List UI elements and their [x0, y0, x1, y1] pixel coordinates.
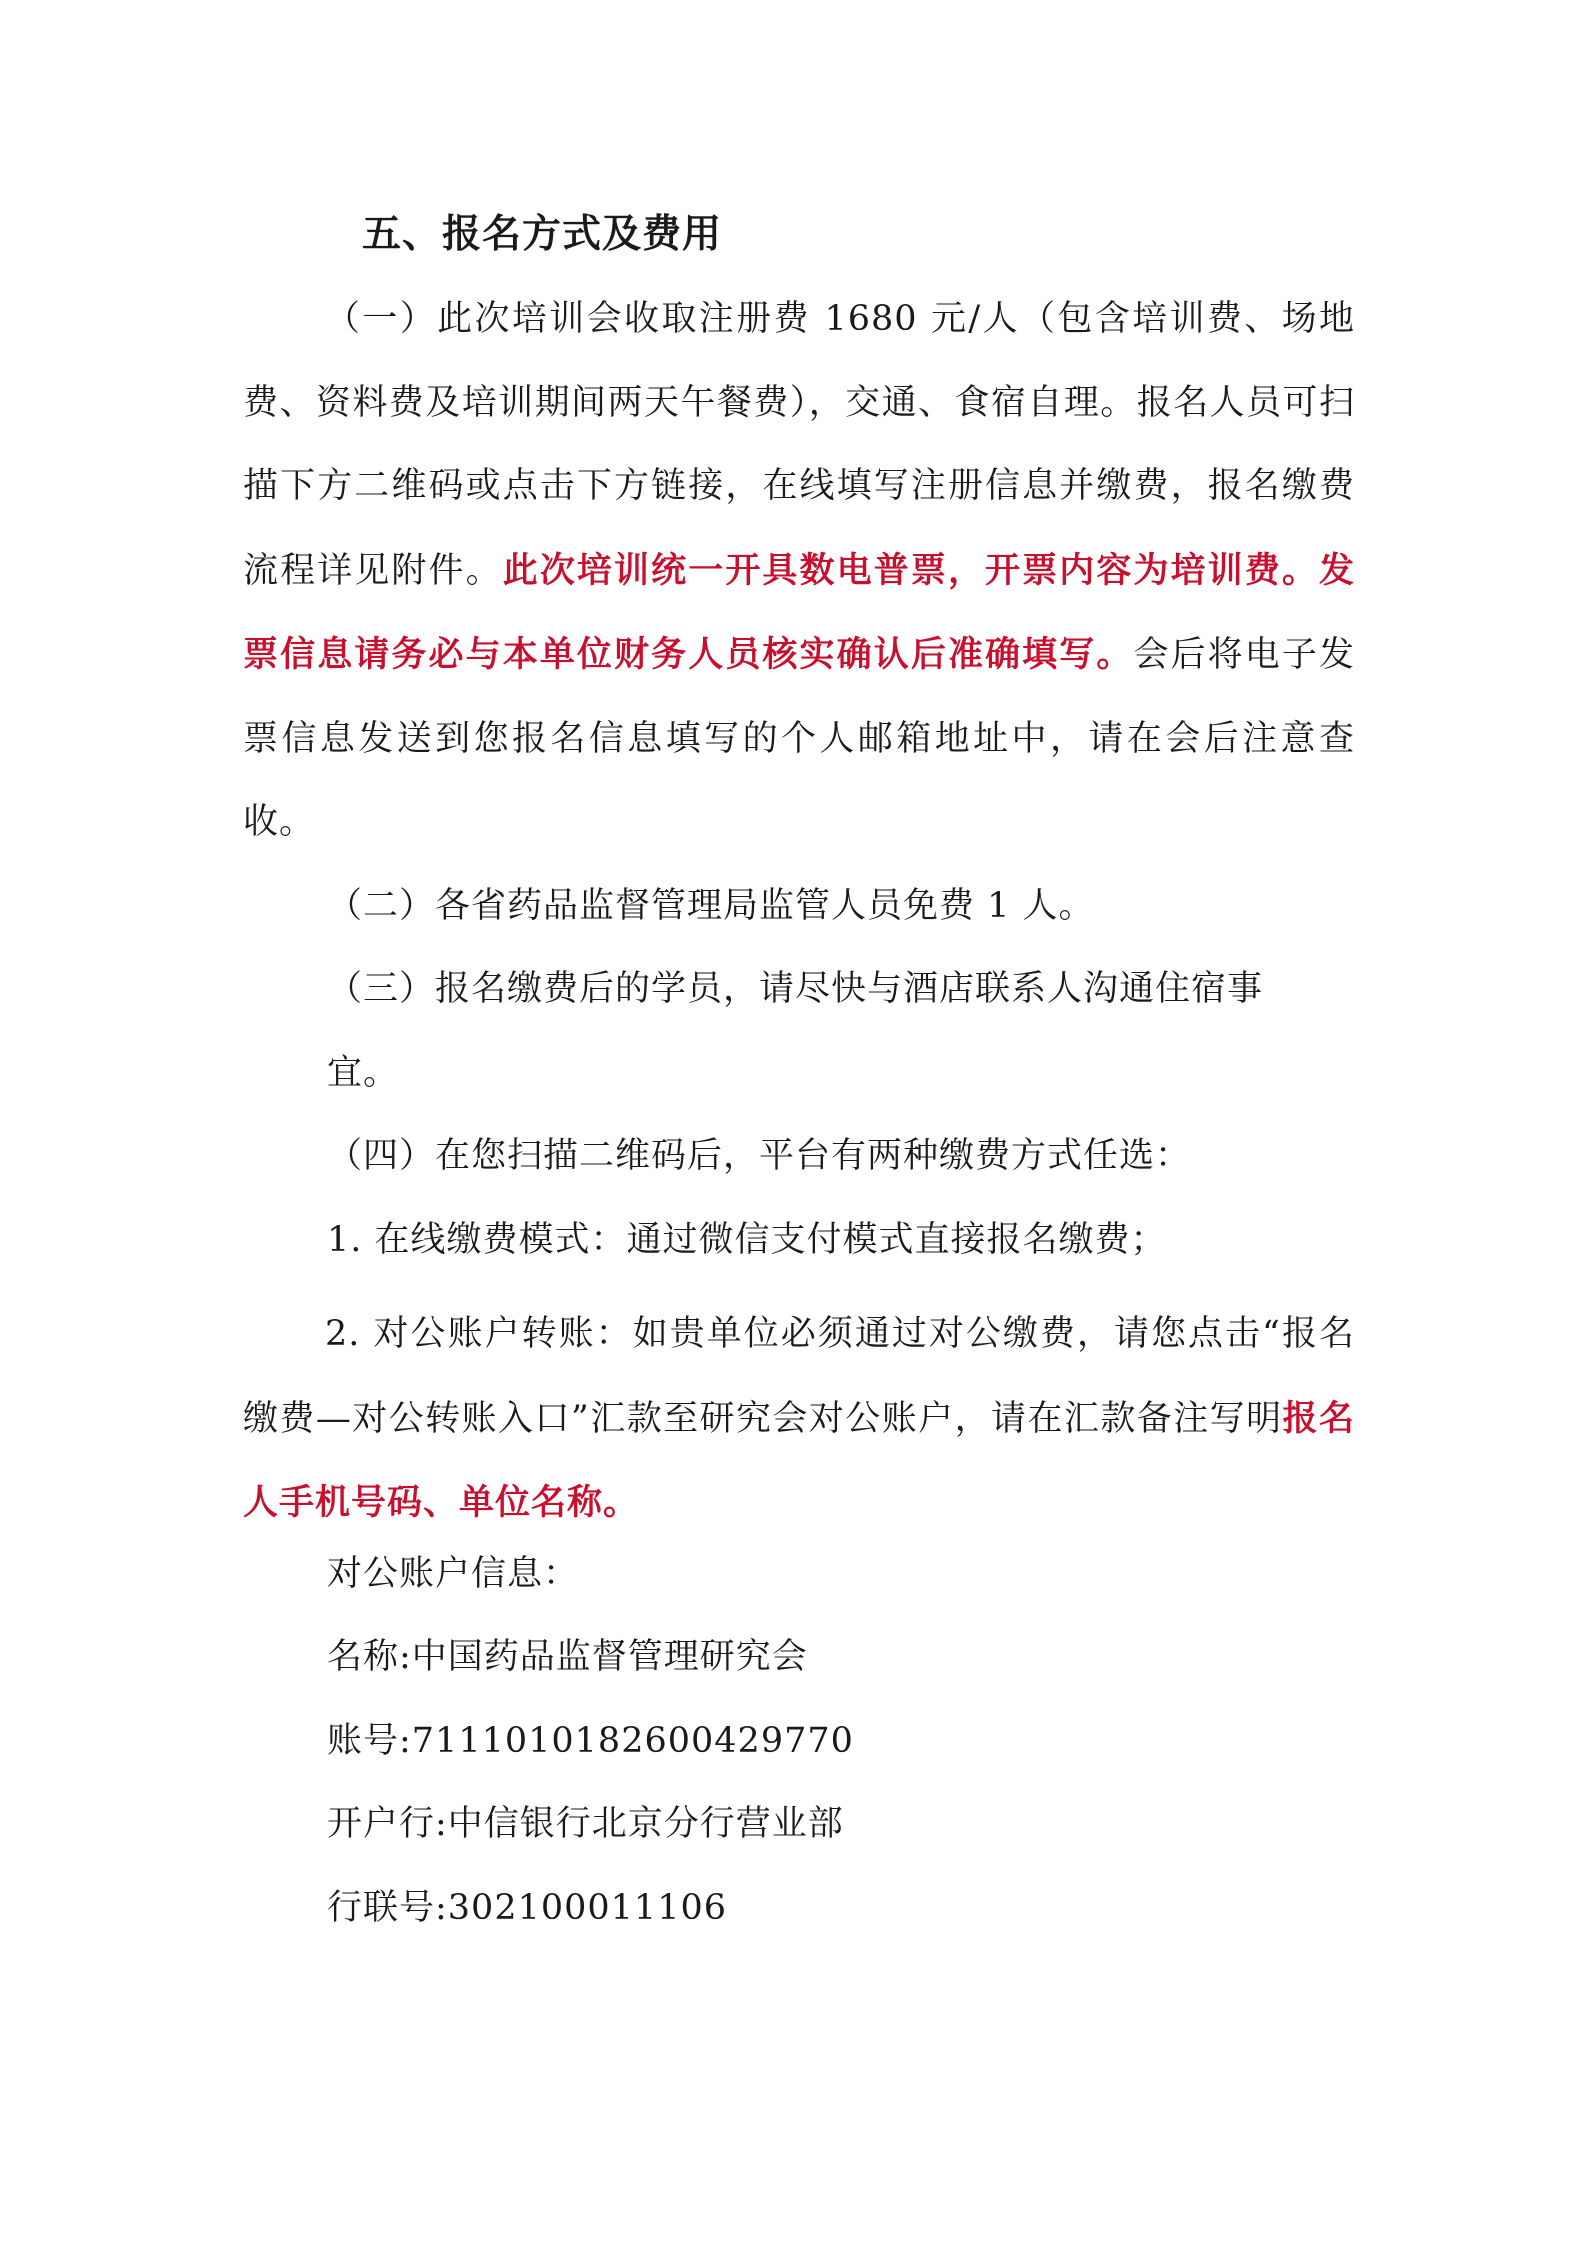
- paragraph-free-quota: （二）各省药品监督管理局监管人员免费 1 人。: [327, 886, 1095, 926]
- payment-option-online: 1. 在线缴费模式：通过微信支付模式直接报名缴费；: [327, 1220, 1167, 1260]
- account-bank-code: 行联号:302100011106: [327, 1888, 728, 1928]
- paragraph-payment-methods: （四）在您扫描二维码后，平台有两种缴费方式任选：: [327, 1136, 1192, 1176]
- account-name: 名称:中国药品监督管理研究会: [327, 1637, 808, 1677]
- account-info-title: 对公账户信息：: [327, 1554, 580, 1594]
- paragraph-accommodation-line1: （三）报名缴费后的学员，请尽快与酒店联系人沟通住宿事: [327, 969, 1264, 1009]
- section-heading: 五、报名方式及费用: [362, 212, 723, 257]
- invoice-notice-emphasis: 此次培训统一开具数电普票，开票内容为培训费。发票信息请务必与本单位财务人员核实确认后准确填写。: [243, 549, 1355, 675]
- paragraph-registration-fee: [243, 278, 1355, 865]
- registration-fee-text: （一）此次培训会收取注册费 1680 元/人（包含培训费、场地费、资料费及培训期间两天午餐费），交通、食宿自理。报名人员可扫描下方二维码或点击下方链接，在线填写注册信息并缴费，报名缴费流程详见附件。: [243, 299, 1355, 591]
- paragraph-accommodation-line2: 宜。: [327, 1053, 400, 1093]
- payment-option-transfer: [243, 1293, 1355, 1546]
- invoice-delivery-text: 会后将电子发票信息发送到您报名信息填写的个人邮箱地址中，请在会后注意查收。: [243, 635, 1355, 842]
- account-bank: 开户行:中信银行北京分行营业部: [327, 1804, 844, 1844]
- transfer-instructions-text: 2. 对公账户转账：如贵单位必须通过对公缴费，请您点击“报名缴费—对公转账入口”汇款至研究会对公账户，请在汇款备注写明: [243, 1314, 1355, 1439]
- transfer-remark-emphasis: 报名人手机号码、单位名称。: [243, 1397, 1355, 1523]
- account-number: 账号:7111010182600429770: [327, 1721, 854, 1761]
